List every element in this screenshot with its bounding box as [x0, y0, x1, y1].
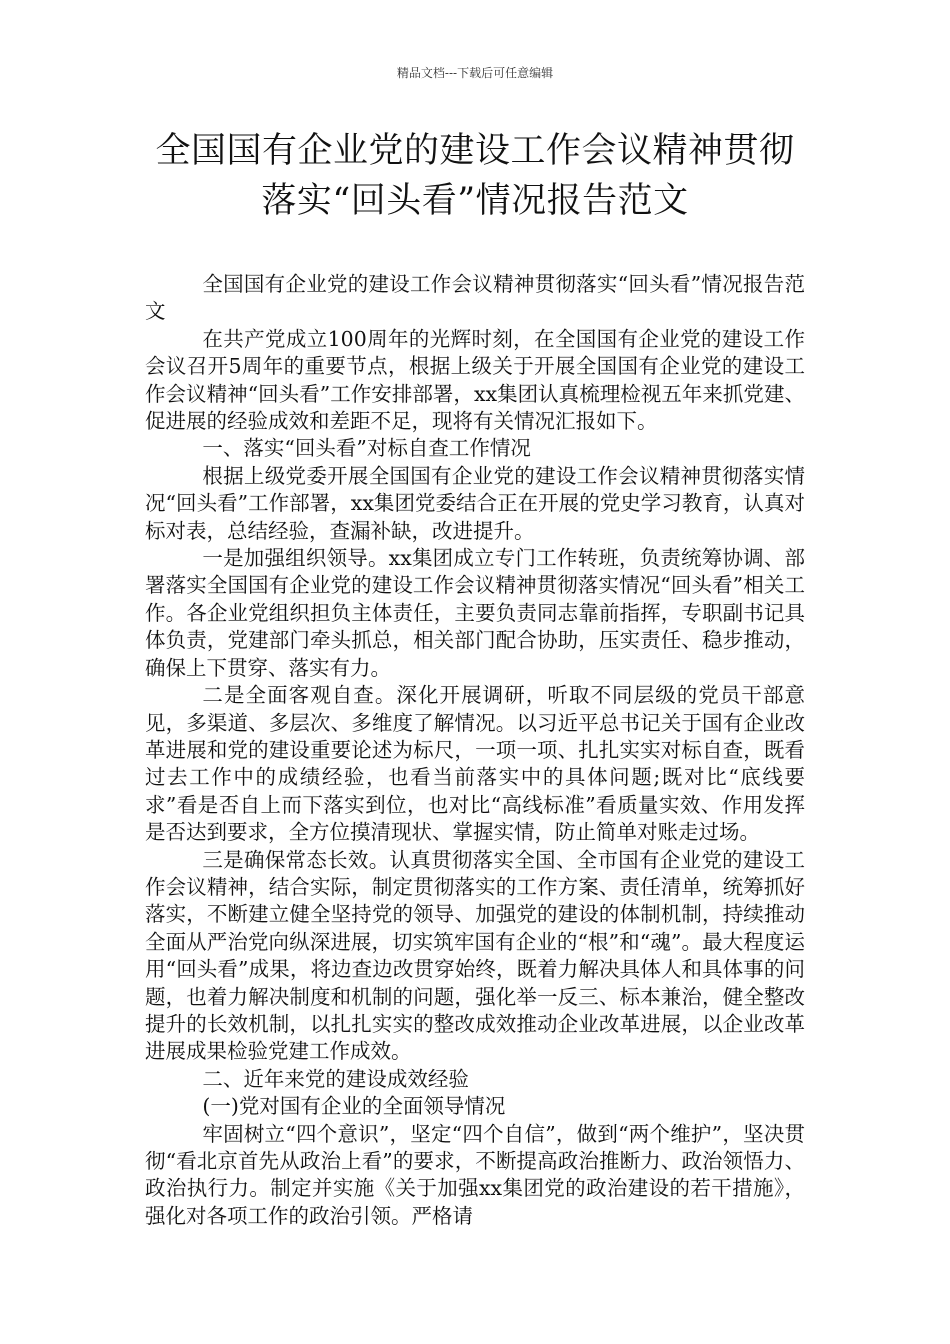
- body-paragraph: 牢固树立“四个意识”，坚定“四个自信”，做到“两个维护”，坚决贯彻“看北京首先从政治上看”的要求，不断提高政治推断力、政治领悟力、政治执行力。制定并实施《关于加强xx集团党的政治建设的若干措施》，强化对各项工作的政治引领。严格请: [145, 1121, 805, 1228]
- body-paragraph: 一是加强组织领导。xx集团成立专门工作转班，负责统筹协调、部署落实全国国有企业党的建设工作会议精神贯彻落实情况“回头看”相关工作。各企业党组织担负主体责任，主要负责同志靠前指挥，专职副书记具体负责，党建部门牵头抓总，相关部门配合协助，压实责任、稳步推动，确保上下贯穿、落实有力。: [145, 546, 805, 680]
- body-paragraph: 在共产党成立100周年的光辉时刻，在全国国有企业党的建设工作会议召开5周年的重要节点，根据上级关于开展全国国有企业党的建设工作会议精神“回头看”工作安排部署，xx集团认真梳理检视五年来抓党建、促进展的经验成效和差距不足，现将有关情况汇报如下。: [145, 326, 805, 434]
- body-paragraph: 全国国有企业党的建设工作会议精神贯彻落实“回头看”情况报告范文: [145, 272, 805, 324]
- document-body: [145, 271, 805, 1230]
- section-heading: 二、近年来党的建设成效经验: [202, 1066, 469, 1091]
- section-heading: 一、落实“回头看”对标自查工作情况: [202, 436, 531, 461]
- body-paragraph: 二是全面客观自查。深化开展调研，听取不同层级的党员干部意见，多渠道、多层次、多维度了解情况。以习近平总书记关于国有企业改革进展和党的建设重要论述为标尺，一项一项、扎扎实实对标自查，既看过去工作中的成绩经验，也看当前落实中的具体问题;既对比“底线要求”看是否自上而下落实到位，也对比“高线标准”看质量实效、作用发挥是否达到要求，全方位摸清现状、掌握实情，防止简单对账走过场。: [145, 683, 805, 845]
- subsection-heading: (一)党对国有企业的全面领导情况: [202, 1094, 506, 1119]
- body-paragraph: 三是确保常态长效。认真贯彻落实全国、全市国有企业党的建设工作会议精神，结合实际，制定贯彻落实的工作方案、责任清单，统筹抓好落实，不断建立健全坚持党的领导、加强党的建设的体制机制，持续推动全面从严治党向纵深进展，切实筑牢国有企业的“根”和“魂”。最大程度运用“回头看”成果，将边查边改贯穿始终，既着力解决具体人和具体事的问题，也着力解决制度和机制的问题，强化举一反三、标本兼治，健全整改提升的长效机制，以扎扎实实的整改成效推动企业改革进展，以企业改革进展成果检验党建工作成效。: [145, 847, 805, 1064]
- body-paragraph: 根据上级党委开展全国国有企业党的建设工作会议精神贯彻落实情况“回头看”工作部署，xx集团党委结合正在开展的党史学习教育，认真对标对表，总结经验，查漏补缺，改进提升。: [145, 463, 805, 543]
- page-header-note: 精品文档---下载后可任意编辑: [396, 66, 554, 80]
- document-title: 全国国有企业党的建设工作会议精神贯彻落实“回头看”情况报告范文: [155, 131, 795, 221]
